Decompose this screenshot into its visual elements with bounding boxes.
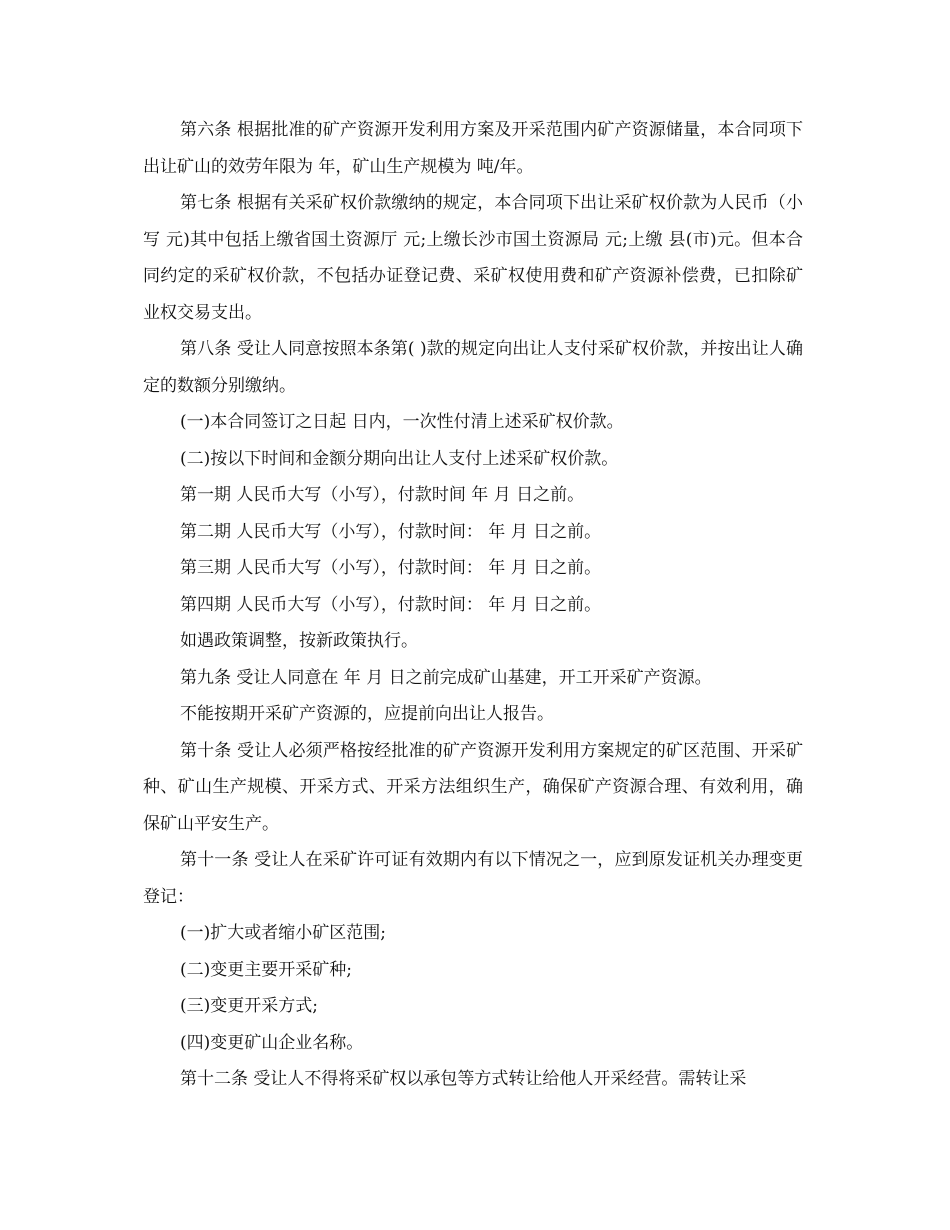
paragraph-article-6: 第六条 根据批准的矿产资源开发利用方案及开采范围内矿产资源储量，本合同项下出让矿山的效劳年限为 年，矿山生产规模为 吨/年。 bbox=[143, 120, 803, 177]
paragraph-article-9: 第九条 受让人同意在 年 月 日之前完成矿山基建，开工开采矿产资源。 bbox=[180, 667, 712, 688]
paragraph-installment-2: 第二期 人民币大写（小写），付款时间： 年 月 日之前。 bbox=[180, 521, 602, 542]
paragraph-article-10: 第十条 受让人必须严格按经批准的矿产资源开发利用方案规定的矿区范围、开采矿种、矿山生产规模、开采方式、开采方法组织生产，确保矿产资源合理、有效利用，确保矿山平安生产。 bbox=[143, 740, 803, 834]
paragraph-article-7: 第七条 根据有关采矿权价款缴纳的规定，本合同项下出让采矿权价款为人民币（小写 元)其中包括上缴省国土资源厅 元;上缴长沙市国土资源局 元;上缴 县(市)元。但本合同约定的采矿权价款，不包括办证登记费、采矿权使用费和矿产资源补偿费，已扣除矿业权交易支出。 bbox=[143, 193, 803, 323]
paragraph-article-11-item-3: (三)变更开采方式; bbox=[180, 996, 318, 1016]
paragraph-policy-adjustment: 如遇政策调整，按新政策执行。 bbox=[180, 631, 418, 651]
paragraph-installment-1: 第一期 人民币大写（小写），付款时间 年 月 日之前。 bbox=[180, 485, 585, 505]
paragraph-installment-3: 第三期 人民币大写（小写），付款时间： 年 月 日之前。 bbox=[180, 558, 602, 578]
paragraph-article-8: 第八条 受让人同意按照本条第( )款的规定向出让人支付采矿权价款，并按出让人确定的数额分别缴纳。 bbox=[143, 339, 803, 396]
paragraph-installment-4: 第四期 人民币大写（小写），付款时间： 年 月 日之前。 bbox=[180, 594, 602, 615]
paragraph-article-8-option-1: (一)本合同签订之日起 日内，一次性付清上述采矿权价款。 bbox=[180, 412, 624, 432]
paragraph-article-11-item-1: (一)扩大或者缩小矿区范围; bbox=[180, 923, 386, 943]
paragraph-article-9-note: 不能按期开采矿产资源的，应提前向出让人报告。 bbox=[180, 704, 554, 724]
paragraph-article-11: 第十一条 受让人在采矿许可证有效期内有以下情况之一，应到原发证机关办理变更登记： bbox=[143, 850, 803, 907]
document-body bbox=[143, 112, 803, 1098]
paragraph-article-12: 第十二条 受让人不得将采矿权以承包等方式转让给他人开采经营。需转让采 bbox=[180, 1069, 747, 1089]
paragraph-article-11-item-4: (四)变更矿山企业名称。 bbox=[180, 1032, 364, 1053]
paragraph-article-8-option-2: (二)按以下时间和金额分期向出让人支付上述采矿权价款。 bbox=[180, 448, 619, 469]
paragraph-article-11-item-2: (二)变更主要开采矿种; bbox=[180, 959, 352, 980]
